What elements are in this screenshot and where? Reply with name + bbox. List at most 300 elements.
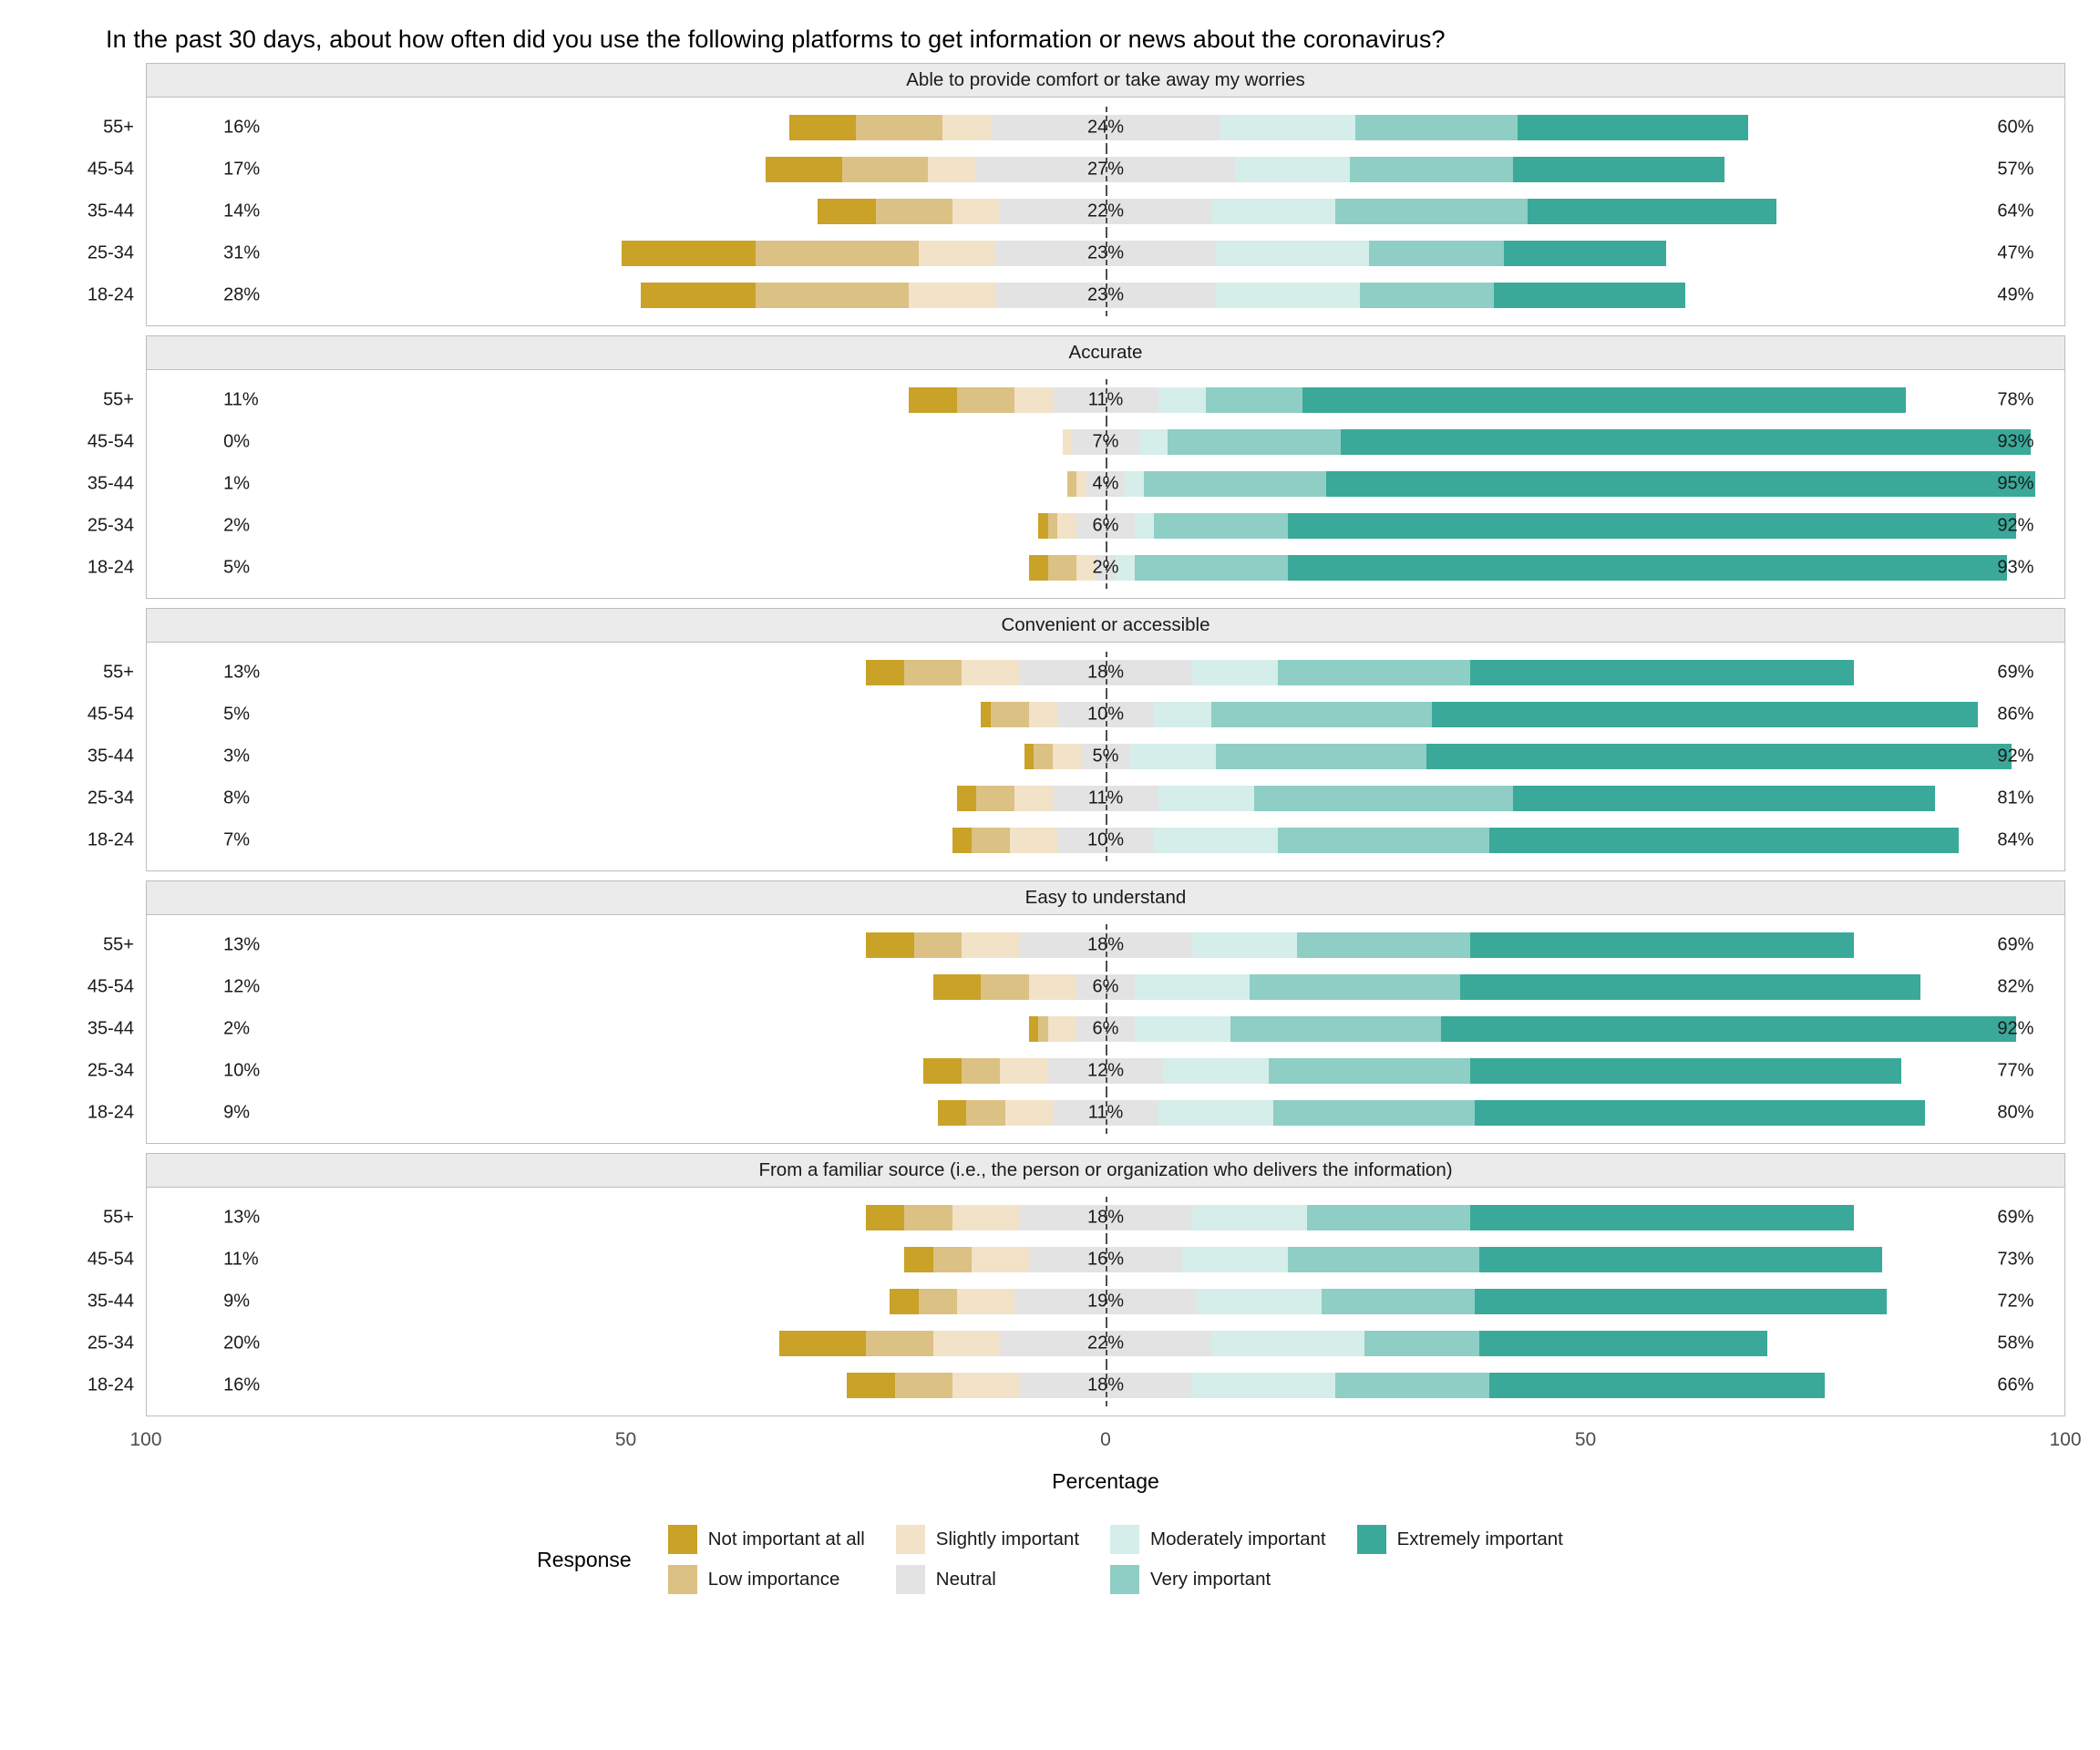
right-total-label: 92% bbox=[1997, 1018, 2034, 1039]
neutral-label: 10% bbox=[1086, 704, 1125, 725]
bar-segment bbox=[933, 1247, 972, 1272]
y-axis-tick-label: 55+ bbox=[103, 389, 134, 410]
y-axis-tick-label: 45-54 bbox=[87, 976, 134, 997]
y-axis-tick-label: 35-44 bbox=[87, 746, 134, 767]
bar-row bbox=[103, 652, 2064, 694]
bar-segment bbox=[904, 660, 962, 685]
bar-segment bbox=[952, 1205, 1020, 1230]
neutral-label: 12% bbox=[1086, 1060, 1125, 1081]
bar-row bbox=[87, 1323, 2064, 1364]
right-total-label: 57% bbox=[1997, 159, 2034, 180]
bar-segment bbox=[876, 199, 952, 224]
bar-segment bbox=[1014, 387, 1053, 413]
bar-segment bbox=[957, 1289, 1014, 1314]
legend-item bbox=[896, 1519, 1079, 1560]
left-total-label: 13% bbox=[223, 1207, 261, 1228]
bar-segment bbox=[1216, 744, 1426, 769]
bar-row bbox=[87, 736, 2064, 777]
legend-label: Moderately important bbox=[1150, 1529, 1326, 1549]
bar-segment bbox=[1211, 1331, 1364, 1356]
bar-segment bbox=[1475, 1100, 1925, 1126]
bar-segment bbox=[1038, 513, 1048, 539]
right-total-label: 66% bbox=[1997, 1374, 2034, 1395]
bar-segment bbox=[1135, 974, 1250, 1000]
neutral-label: 16% bbox=[1086, 1249, 1125, 1270]
right-total-label: 93% bbox=[1997, 557, 2034, 578]
bar-segment bbox=[933, 1331, 1001, 1356]
left-total-label: 16% bbox=[223, 117, 261, 138]
bar-row bbox=[87, 777, 2064, 819]
y-axis-tick-label: 18-24 bbox=[87, 1374, 134, 1395]
bar-segment bbox=[1048, 1016, 1077, 1042]
right-total-label: 47% bbox=[1997, 242, 2034, 263]
bar-segment bbox=[1355, 115, 1518, 140]
right-total-label: 86% bbox=[1997, 704, 2034, 725]
legend-label: Extremely important bbox=[1396, 1529, 1563, 1549]
bar-segment bbox=[1326, 471, 2035, 497]
bar-segment bbox=[779, 1331, 866, 1356]
neutral-label: 18% bbox=[1086, 1374, 1125, 1395]
panel bbox=[87, 1153, 2065, 1416]
bar-segment bbox=[1288, 513, 2017, 539]
bar-segment bbox=[1014, 786, 1053, 811]
left-total-label: 8% bbox=[223, 788, 251, 808]
legend-item bbox=[1357, 1519, 1563, 1560]
bar-segment bbox=[1369, 241, 1503, 266]
bar-segment bbox=[1158, 786, 1254, 811]
bar-segment bbox=[1192, 1373, 1336, 1398]
left-total-label: 14% bbox=[223, 201, 261, 221]
neutral-label: 22% bbox=[1086, 1333, 1125, 1354]
bar-segment bbox=[1297, 932, 1469, 958]
legend-swatch bbox=[1357, 1525, 1386, 1554]
right-total-label: 81% bbox=[1997, 788, 2034, 808]
bar-segment bbox=[1067, 471, 1077, 497]
y-axis-tick-label: 25-34 bbox=[87, 515, 134, 536]
bar-segment bbox=[1154, 513, 1288, 539]
bar-row bbox=[87, 547, 2064, 589]
right-total-label: 93% bbox=[1997, 431, 2034, 452]
bar-segment bbox=[842, 157, 929, 182]
bar-segment bbox=[756, 241, 919, 266]
neutral-label: 24% bbox=[1086, 117, 1125, 138]
bar-segment bbox=[1192, 932, 1298, 958]
legend-swatch bbox=[1110, 1525, 1139, 1554]
bar-segment bbox=[1192, 1205, 1307, 1230]
y-axis-tick-label: 55+ bbox=[103, 1207, 134, 1228]
y-axis-tick-label: 45-54 bbox=[87, 1249, 134, 1270]
panel-body bbox=[87, 914, 2065, 1144]
bar-segment bbox=[1470, 932, 1854, 958]
bar-row bbox=[87, 274, 2064, 316]
bar-segment bbox=[1182, 1247, 1288, 1272]
bar-segment bbox=[1144, 471, 1326, 497]
neutral-label: 5% bbox=[1092, 746, 1119, 767]
y-axis-tick-label: 25-34 bbox=[87, 1060, 134, 1081]
x-axis-tick-label: 50 bbox=[1574, 1429, 1597, 1450]
y-axis-tick-label: 35-44 bbox=[87, 1018, 134, 1039]
bar-segment bbox=[1005, 1100, 1054, 1126]
bar-segment bbox=[1135, 513, 1154, 539]
bar-row bbox=[87, 149, 2064, 190]
bar-segment bbox=[919, 241, 995, 266]
bar-segment bbox=[1341, 429, 2034, 455]
bar-segment bbox=[866, 932, 914, 958]
legend-label: Very important bbox=[1150, 1569, 1271, 1590]
bar-segment bbox=[1307, 1205, 1470, 1230]
bar-segment bbox=[1034, 744, 1053, 769]
bar-segment bbox=[1129, 744, 1216, 769]
panel-container bbox=[87, 63, 2065, 1416]
left-total-label: 31% bbox=[223, 242, 261, 263]
bar-segment bbox=[914, 932, 962, 958]
right-total-label: 92% bbox=[1997, 515, 2034, 536]
bar-segment bbox=[1135, 555, 1288, 581]
y-axis-tick-label: 25-34 bbox=[87, 242, 134, 263]
y-axis-tick-label: 25-34 bbox=[87, 1333, 134, 1354]
bar-row bbox=[87, 1364, 2064, 1406]
legend-swatch bbox=[668, 1565, 697, 1594]
y-axis-tick-label: 18-24 bbox=[87, 1102, 134, 1123]
y-axis-tick-label: 18-24 bbox=[87, 557, 134, 578]
bar-segment bbox=[1460, 974, 1920, 1000]
bar-segment bbox=[1158, 1100, 1273, 1126]
bar-row bbox=[103, 1197, 2064, 1239]
y-axis-tick-label: 45-54 bbox=[87, 159, 134, 180]
right-total-label: 80% bbox=[1997, 1102, 2034, 1123]
panel-title: Accurate bbox=[146, 335, 2065, 369]
neutral-label: 11% bbox=[1087, 389, 1124, 410]
neutral-label: 22% bbox=[1086, 201, 1125, 221]
bar-segment bbox=[818, 199, 875, 224]
neutral-label: 6% bbox=[1092, 976, 1119, 997]
right-total-label: 77% bbox=[1997, 1060, 2034, 1081]
x-axis-tick-label: 0 bbox=[1100, 1429, 1111, 1450]
bar-row bbox=[103, 379, 2064, 421]
bar-segment bbox=[1350, 157, 1513, 182]
right-total-label: 95% bbox=[1997, 473, 2034, 494]
legend-item bbox=[1110, 1519, 1326, 1560]
bar-segment bbox=[981, 702, 991, 727]
panel-title: From a familiar source (i.e., the person or organization who delivers the information) bbox=[146, 1153, 2065, 1187]
left-total-label: 9% bbox=[223, 1102, 251, 1123]
bar-segment bbox=[866, 1205, 904, 1230]
bar-segment bbox=[1360, 283, 1494, 308]
bar-segment bbox=[1230, 1016, 1441, 1042]
bar-segment bbox=[1504, 241, 1667, 266]
neutral-label: 11% bbox=[1087, 788, 1124, 808]
left-total-label: 13% bbox=[223, 662, 261, 683]
bar-segment bbox=[1269, 1058, 1470, 1084]
bar-segment bbox=[972, 1247, 1029, 1272]
panel bbox=[87, 608, 2065, 871]
bar-segment bbox=[938, 1100, 967, 1126]
bar-row bbox=[87, 694, 2064, 736]
left-total-label: 20% bbox=[223, 1333, 261, 1354]
bar-segment bbox=[1278, 660, 1469, 685]
bar-segment bbox=[919, 1289, 957, 1314]
bar-segment bbox=[952, 1373, 1020, 1398]
neutral-label: 18% bbox=[1086, 662, 1125, 683]
legend-items bbox=[668, 1519, 1563, 1600]
bar-segment bbox=[1254, 786, 1513, 811]
bar-segment bbox=[1038, 1016, 1048, 1042]
legend-item bbox=[668, 1519, 865, 1560]
bar-segment bbox=[1273, 1100, 1475, 1126]
bar-segment bbox=[1475, 1289, 1887, 1314]
left-total-label: 11% bbox=[223, 1249, 259, 1270]
bar-segment bbox=[909, 387, 957, 413]
legend-label: Neutral bbox=[935, 1569, 996, 1590]
panel-body bbox=[87, 1187, 2065, 1416]
y-axis-tick-label: 55+ bbox=[103, 934, 134, 955]
bar-segment bbox=[1063, 429, 1073, 455]
bar-segment bbox=[1288, 1247, 1479, 1272]
bar-row bbox=[87, 819, 2064, 861]
right-total-label: 69% bbox=[1997, 934, 2034, 955]
left-total-label: 7% bbox=[223, 829, 251, 850]
bar-row bbox=[87, 190, 2064, 232]
bar-segment bbox=[1135, 1016, 1230, 1042]
neutral-label: 6% bbox=[1092, 515, 1119, 536]
right-total-label: 49% bbox=[1997, 284, 2034, 305]
bar-segment bbox=[1029, 974, 1077, 1000]
x-axis-title: Percentage bbox=[1052, 1469, 1159, 1493]
y-axis-tick-label: 35-44 bbox=[87, 201, 134, 221]
bar-segment bbox=[1048, 513, 1058, 539]
bar-segment bbox=[1053, 744, 1082, 769]
bar-segment bbox=[1000, 1058, 1048, 1084]
bar-segment bbox=[1302, 387, 1907, 413]
legend-item bbox=[896, 1560, 1079, 1600]
y-axis-tick-label: 18-24 bbox=[87, 829, 134, 850]
bar-segment bbox=[756, 283, 909, 308]
left-total-label: 10% bbox=[223, 1060, 261, 1081]
bar-segment bbox=[1206, 387, 1302, 413]
bar-segment bbox=[1029, 1016, 1039, 1042]
bar-segment bbox=[1441, 1016, 2016, 1042]
right-total-label: 82% bbox=[1997, 976, 2034, 997]
right-total-label: 58% bbox=[1997, 1333, 2034, 1354]
bar-row bbox=[87, 421, 2064, 463]
x-axis bbox=[129, 1426, 2082, 1467]
bar-segment bbox=[895, 1373, 952, 1398]
neutral-label: 11% bbox=[1087, 1102, 1124, 1123]
bar-segment bbox=[928, 157, 976, 182]
bar-segment bbox=[1076, 471, 1086, 497]
neutral-label: 18% bbox=[1086, 1207, 1125, 1228]
panel-body bbox=[87, 97, 2065, 326]
bar-segment bbox=[1010, 828, 1058, 853]
legend-title: Response bbox=[537, 1547, 632, 1571]
bar-segment bbox=[1024, 744, 1035, 769]
bar-segment bbox=[1278, 828, 1488, 853]
left-total-label: 2% bbox=[223, 1018, 251, 1039]
bar-segment bbox=[957, 387, 1014, 413]
legend-label: Not important at all bbox=[707, 1529, 865, 1549]
bar-segment bbox=[904, 1205, 952, 1230]
bar-segment bbox=[1211, 199, 1336, 224]
legend-item bbox=[668, 1560, 865, 1600]
y-axis-tick-label: 45-54 bbox=[87, 704, 134, 725]
left-total-label: 2% bbox=[223, 515, 251, 536]
bar-segment bbox=[1192, 660, 1279, 685]
bar-segment bbox=[962, 1058, 1000, 1084]
bar-row bbox=[87, 505, 2064, 547]
bar-segment bbox=[1211, 702, 1432, 727]
right-total-label: 73% bbox=[1997, 1249, 2034, 1270]
bar-segment bbox=[789, 115, 857, 140]
bar-segment bbox=[1489, 828, 1959, 853]
x-axis-tick-label: 100 bbox=[2049, 1429, 2082, 1450]
bar-segment bbox=[962, 932, 1019, 958]
bar-segment bbox=[1154, 828, 1279, 853]
bar-segment bbox=[641, 283, 756, 308]
left-total-label: 9% bbox=[223, 1291, 251, 1312]
left-total-label: 13% bbox=[223, 934, 261, 955]
page-title: In the past 30 days, about how often did you use the following platforms to get information or news about the coronavirus? bbox=[106, 26, 1446, 53]
bar-segment bbox=[909, 283, 995, 308]
left-total-label: 17% bbox=[223, 159, 261, 180]
neutral-label: 6% bbox=[1092, 1018, 1119, 1039]
bar-segment bbox=[1494, 283, 1685, 308]
bar-segment bbox=[866, 660, 904, 685]
neutral-label: 7% bbox=[1092, 431, 1119, 452]
bar-segment bbox=[952, 828, 972, 853]
legend-label: Low importance bbox=[707, 1569, 840, 1590]
left-total-label: 5% bbox=[223, 704, 251, 725]
bar-segment bbox=[1029, 702, 1058, 727]
bar-segment bbox=[1125, 471, 1144, 497]
bar-row bbox=[103, 107, 2064, 149]
y-axis-tick-label: 35-44 bbox=[87, 473, 134, 494]
neutral-label: 2% bbox=[1092, 557, 1119, 578]
y-axis-tick-label: 55+ bbox=[103, 662, 134, 683]
legend-swatch bbox=[668, 1525, 697, 1554]
left-total-label: 11% bbox=[223, 389, 259, 410]
bar-segment bbox=[1335, 1373, 1488, 1398]
left-total-label: 16% bbox=[223, 1374, 261, 1395]
bar-row bbox=[87, 1008, 2064, 1050]
bar-segment bbox=[904, 1247, 933, 1272]
bar-segment bbox=[1489, 1373, 1825, 1398]
panel bbox=[87, 63, 2065, 326]
y-axis-tick-label: 45-54 bbox=[87, 431, 134, 452]
bar-segment bbox=[1528, 199, 1777, 224]
bar-row bbox=[87, 232, 2064, 274]
panel-title: Able to provide comfort or take away my worries bbox=[146, 63, 2065, 97]
legend-swatch bbox=[896, 1525, 925, 1554]
left-total-label: 3% bbox=[223, 746, 251, 767]
bar-segment bbox=[981, 974, 1029, 1000]
bar-segment bbox=[856, 115, 942, 140]
right-total-label: 92% bbox=[1997, 746, 2034, 767]
panel-title: Easy to understand bbox=[146, 880, 2065, 914]
left-total-label: 5% bbox=[223, 557, 251, 578]
bar-segment bbox=[766, 157, 842, 182]
bar-segment bbox=[966, 1100, 1004, 1126]
neutral-label: 10% bbox=[1086, 829, 1125, 850]
bar-row bbox=[87, 1050, 2064, 1092]
bar-segment bbox=[1364, 1331, 1479, 1356]
panel-body bbox=[87, 642, 2065, 871]
neutral-label: 23% bbox=[1086, 284, 1125, 305]
bar-segment bbox=[923, 1058, 962, 1084]
bar-segment bbox=[962, 660, 1019, 685]
bar-segment bbox=[957, 786, 976, 811]
panel-body bbox=[87, 369, 2065, 599]
y-axis-tick-label: 18-24 bbox=[87, 284, 134, 305]
bar-segment bbox=[1057, 513, 1076, 539]
legend-item bbox=[1110, 1560, 1326, 1600]
bar-row bbox=[103, 924, 2064, 966]
bar-segment bbox=[1479, 1331, 1767, 1356]
y-axis-tick-label: 55+ bbox=[103, 117, 134, 138]
left-total-label: 1% bbox=[223, 473, 251, 494]
neutral-label: 27% bbox=[1086, 159, 1125, 180]
bar-segment bbox=[1470, 1058, 1901, 1084]
legend bbox=[35, 1519, 2065, 1600]
bar-segment bbox=[1470, 660, 1854, 685]
bar-segment bbox=[1216, 241, 1369, 266]
neutral-label: 18% bbox=[1086, 934, 1125, 955]
left-total-label: 0% bbox=[223, 431, 251, 452]
right-total-label: 60% bbox=[1997, 117, 2034, 138]
bar-row bbox=[87, 1281, 2064, 1323]
bar-segment bbox=[1288, 555, 2007, 581]
bar-segment bbox=[1250, 974, 1460, 1000]
bar-segment bbox=[1470, 1205, 1854, 1230]
neutral-label: 19% bbox=[1086, 1291, 1125, 1312]
bar-segment bbox=[1216, 283, 1360, 308]
bar-segment bbox=[1154, 702, 1211, 727]
bar-segment bbox=[933, 974, 982, 1000]
y-axis-tick-label: 35-44 bbox=[87, 1291, 134, 1312]
bar-segment bbox=[1029, 555, 1048, 581]
x-axis-tick-label: 50 bbox=[614, 1429, 637, 1450]
bar-segment bbox=[1513, 157, 1724, 182]
y-axis-tick-label: 25-34 bbox=[87, 788, 134, 808]
bar-segment bbox=[1322, 1289, 1475, 1314]
bar-segment bbox=[1197, 1289, 1322, 1314]
panel-title: Convenient or accessible bbox=[146, 608, 2065, 642]
bar-segment bbox=[991, 702, 1029, 727]
bar-segment bbox=[1235, 157, 1350, 182]
bar-segment bbox=[890, 1289, 919, 1314]
bar-segment bbox=[1335, 199, 1527, 224]
right-total-label: 69% bbox=[1997, 662, 2034, 683]
panel bbox=[87, 880, 2065, 1144]
bar-segment bbox=[972, 828, 1010, 853]
bar-segment bbox=[942, 115, 991, 140]
bar-segment bbox=[847, 1373, 895, 1398]
bar-segment bbox=[952, 199, 1001, 224]
right-total-label: 78% bbox=[1997, 389, 2034, 410]
bar-segment bbox=[1158, 387, 1207, 413]
neutral-label: 23% bbox=[1086, 242, 1125, 263]
bar-row bbox=[87, 966, 2064, 1008]
bar-segment bbox=[1220, 115, 1354, 140]
bar-segment bbox=[1168, 429, 1340, 455]
bar-segment bbox=[1139, 429, 1168, 455]
right-total-label: 72% bbox=[1997, 1291, 2034, 1312]
right-total-label: 84% bbox=[1997, 829, 2034, 850]
bar-segment bbox=[1163, 1058, 1269, 1084]
bar-segment bbox=[1048, 555, 1077, 581]
bar-segment bbox=[1513, 786, 1935, 811]
right-total-label: 69% bbox=[1997, 1207, 2034, 1228]
bar-segment bbox=[1432, 702, 1979, 727]
